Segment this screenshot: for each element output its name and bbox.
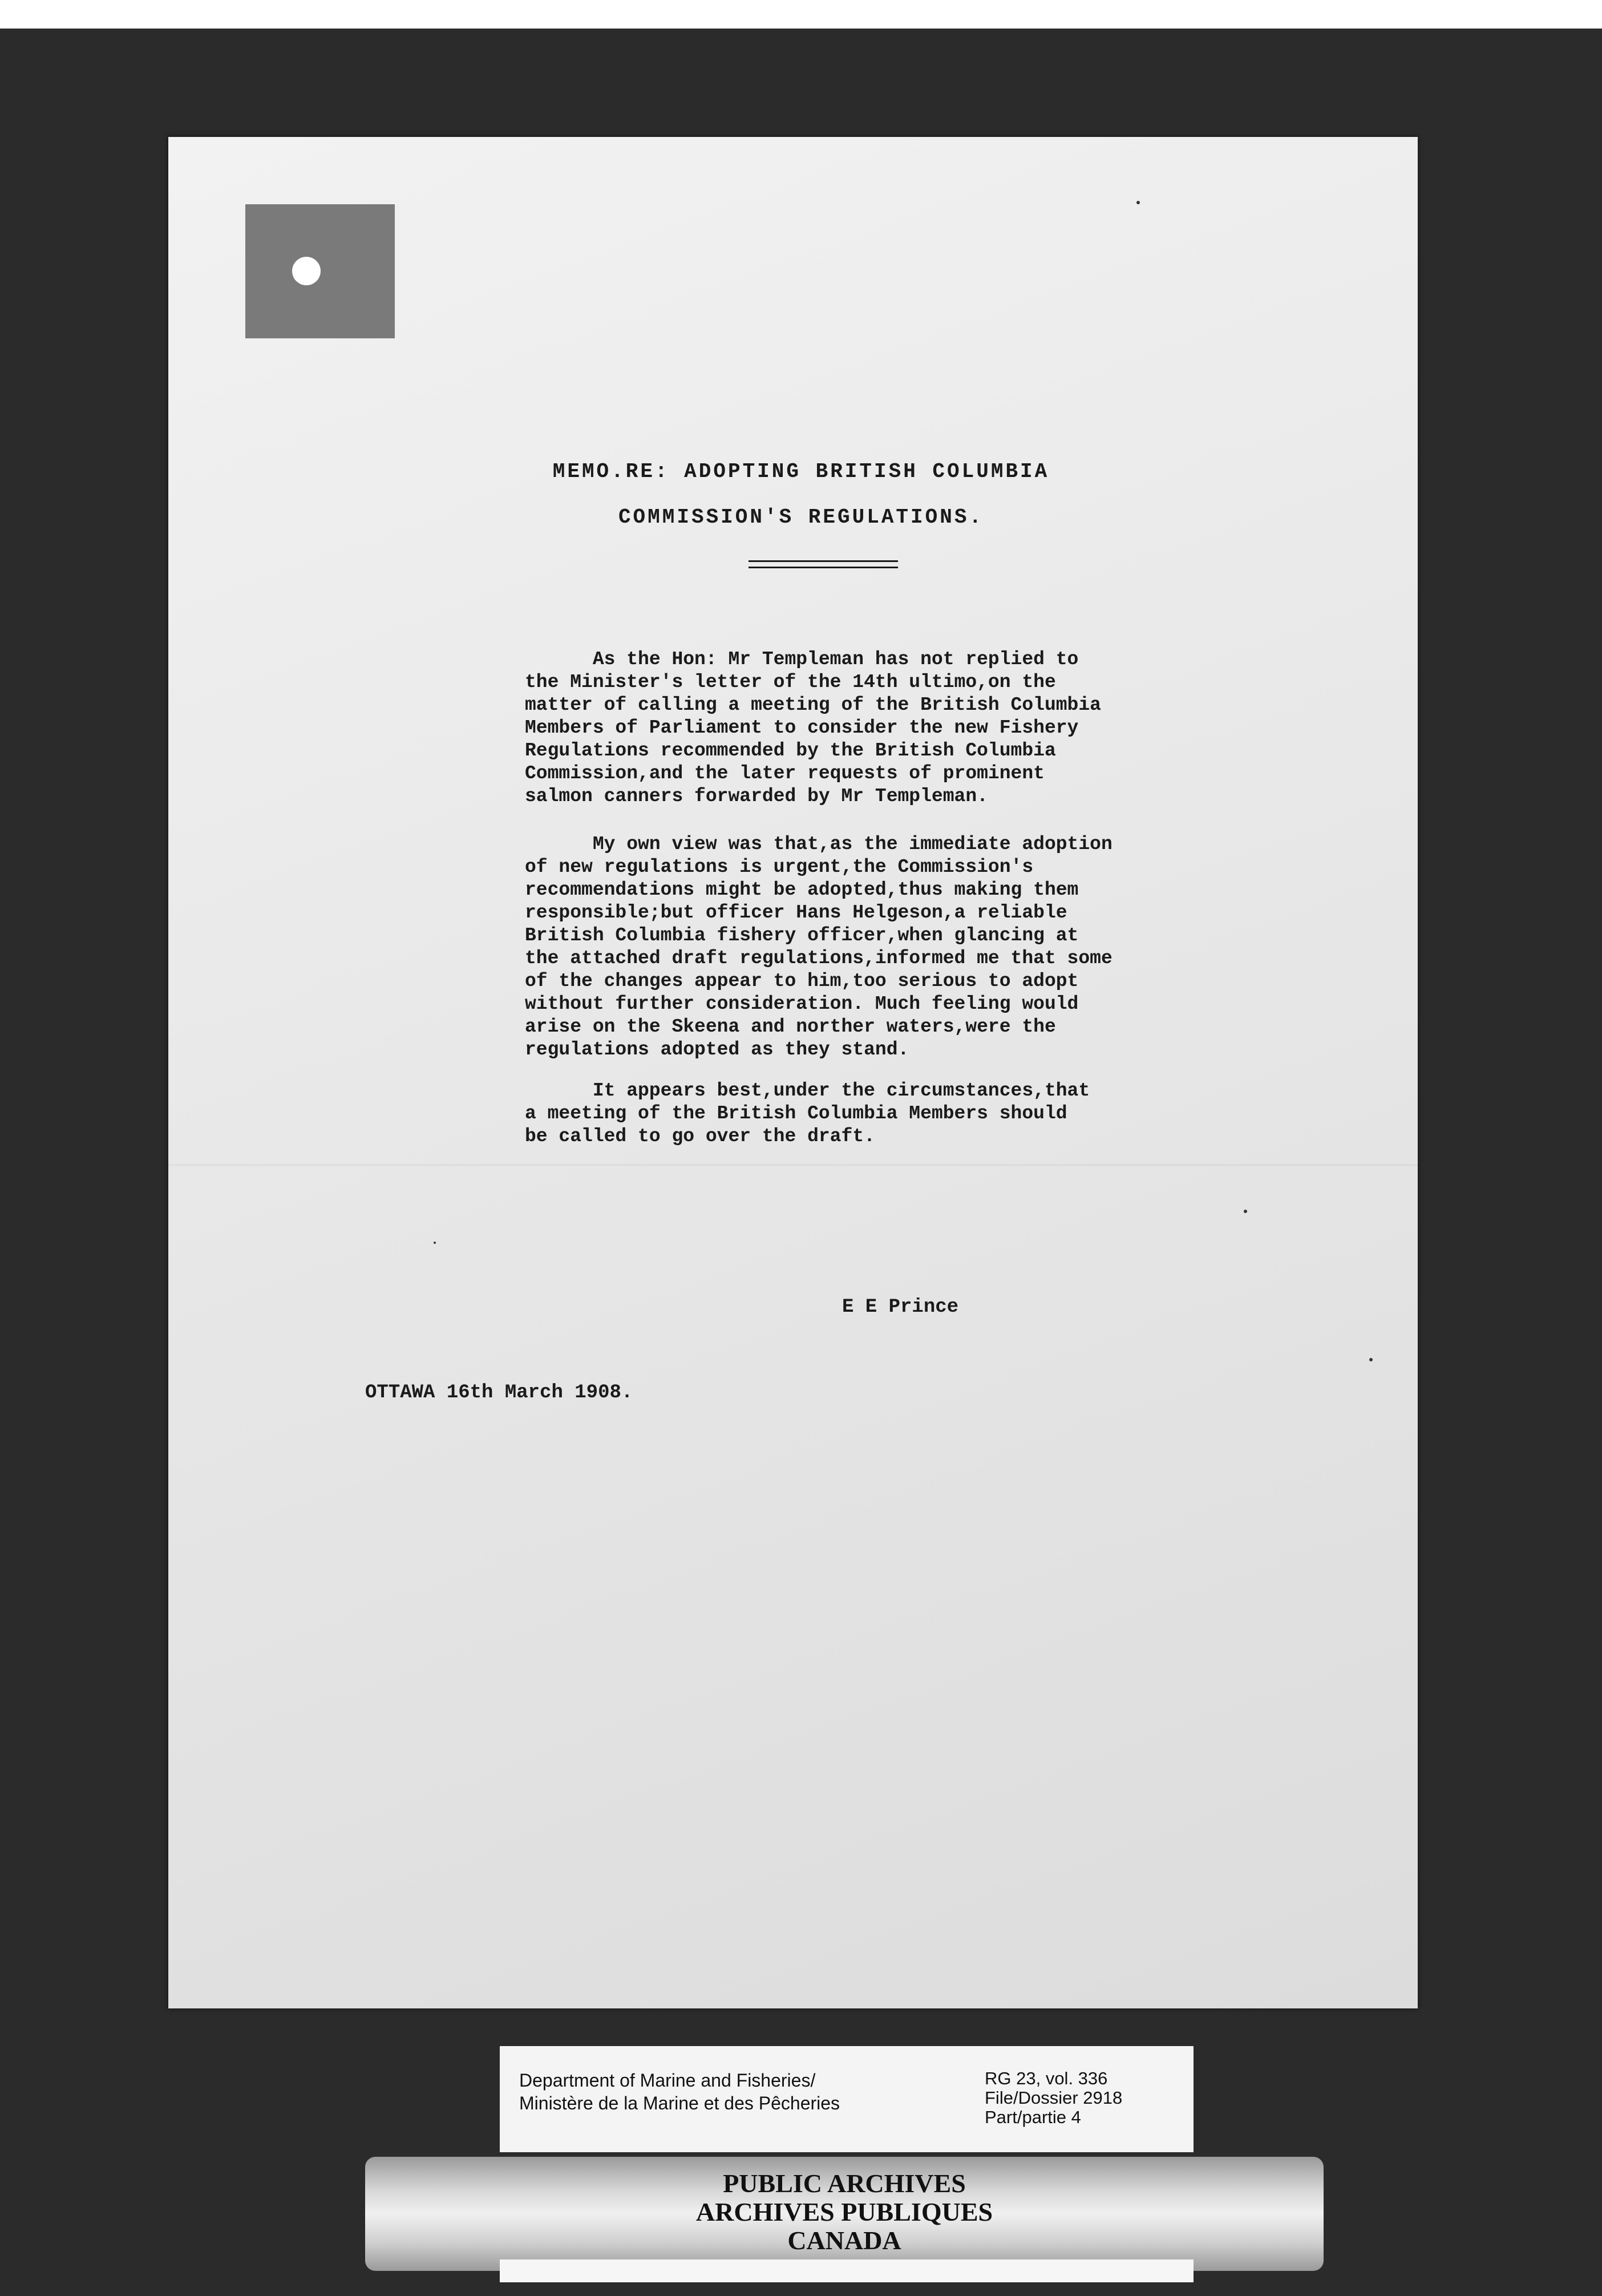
- memo-title-line-2: COMMISSION'S REGULATIONS.: [618, 506, 984, 529]
- memo-paragraph-2: [525, 833, 1301, 1061]
- text-line: arise on the Skeena and norther waters,were the: [525, 1016, 1056, 1037]
- text-line: It appears best,under the circumstances,that: [525, 1080, 1090, 1101]
- department-name: [519, 2069, 840, 2115]
- memo-signature: E E Prince: [842, 1296, 959, 1318]
- department-name-en: Department of Marine and Fisheries/: [519, 2070, 816, 2091]
- memo-place-date: OTTAWA 16th March 1908.: [365, 1382, 633, 1404]
- text-line: My own view was that,as the immediate adoption: [525, 834, 1112, 855]
- archives-line-en: PUBLIC ARCHIVES: [723, 2169, 966, 2198]
- text-line: be called to go over the draft.: [525, 1126, 875, 1147]
- archive-reference: [985, 2069, 1122, 2127]
- text-line: recommendations might be adopted,thus making them: [525, 879, 1079, 900]
- text-line: the attached draft regulations,informed me that some: [525, 948, 1112, 969]
- part-number: Part/partie 4: [985, 2107, 1081, 2127]
- text-line: a meeting of the British Columbia Members should: [525, 1103, 1067, 1124]
- text-line: As the Hon: Mr Templeman has not replied to: [525, 649, 1079, 670]
- text-line: salmon canners forwarded by Mr Templeman.: [525, 786, 988, 807]
- paper-speck: [1244, 1210, 1247, 1213]
- text-line: Members of Parliament to consider the new Fishery: [525, 717, 1079, 738]
- text-line: of the changes appear to him,too serious to adopt: [525, 971, 1079, 992]
- public-archives-stamp: [365, 2169, 1324, 2255]
- text-line: without further consideration. Much feeling would: [525, 993, 1079, 1014]
- public-archives-banner: [365, 2157, 1324, 2271]
- label-bottom-strip: [500, 2259, 1194, 2282]
- text-line: British Columbia fishery officer,when glancing at: [525, 925, 1079, 946]
- punch-hole: [292, 257, 321, 285]
- file-number: File/Dossier 2918: [985, 2088, 1123, 2108]
- paper-speck: [434, 1242, 436, 1244]
- text-line: Regulations recommended by the British Columbia: [525, 740, 1056, 761]
- text-line: the Minister's letter of the 14th ultimo,on the: [525, 672, 1056, 693]
- title-underline-rule: [749, 560, 898, 568]
- memo-paper: [168, 137, 1418, 2008]
- paper-speck: [1136, 201, 1140, 204]
- paper-speck: [1369, 1358, 1373, 1361]
- archive-reference-label: [500, 2046, 1194, 2152]
- text-line: regulations adopted as they stand.: [525, 1039, 909, 1060]
- text-line: Commission,and the later requests of prominent: [525, 763, 1045, 784]
- text-line: responsible;but officer Hans Helgeson,a reliable: [525, 902, 1067, 923]
- memo-paragraph-3: [525, 1080, 1301, 1148]
- archives-line-country: CANADA: [787, 2226, 901, 2255]
- department-name-fr: Ministère de la Marine et des Pêcheries: [519, 2093, 840, 2113]
- memo-title-line-1: MEMO.RE: ADOPTING BRITISH COLUMBIA: [552, 460, 1050, 483]
- text-line: matter of calling a meeting of the British Columbia: [525, 694, 1101, 716]
- text-line: of new regulations is urgent,the Commission's: [525, 856, 1034, 878]
- memo-paragraph-1: [525, 648, 1301, 808]
- record-group-volume: RG 23, vol. 336: [985, 2068, 1108, 2088]
- archives-line-fr: ARCHIVES PUBLIQUES: [695, 2197, 993, 2226]
